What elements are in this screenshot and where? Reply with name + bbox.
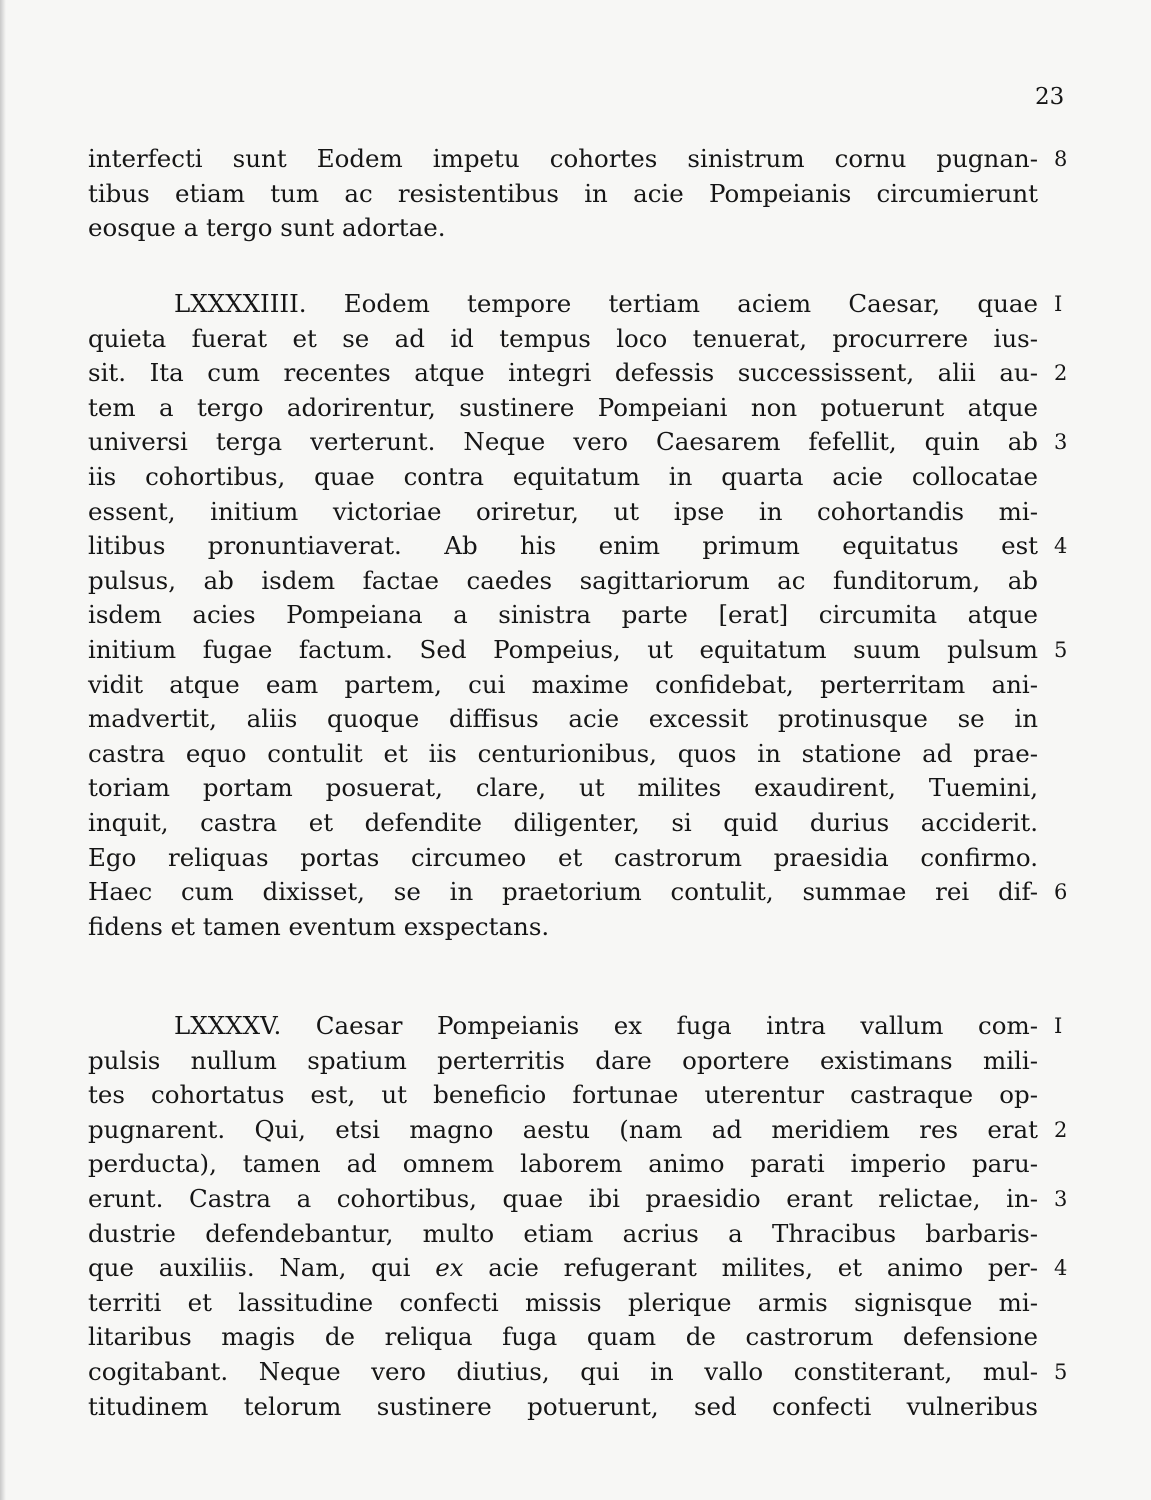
italic-word: ex xyxy=(435,1253,464,1283)
text-line: que auxiliis. Nam, qui ex acie refugerant milites, et animo per- 4 xyxy=(88,1251,1038,1286)
text-line: universi terga verterunt. Neque vero Caesarem fefellit, quin ab 3 xyxy=(88,425,1038,460)
text-line: initium fugae factum. Sed Pompeius, ut equitatum suum pulsum 5 xyxy=(88,633,1038,668)
text-line: sit. Ita cum recentes atque integri defessis successissent, alii au- 2 xyxy=(88,356,1038,391)
text-line: Ego reliquas portas circumeo et castrorum praesidia confirmo. xyxy=(88,842,1038,872)
text-line: madvertit, aliis quoque diffisus acie excessit protinusque se in xyxy=(88,704,1038,734)
text-line: erunt. Castra a cohortibus, quae ibi praesidio erant relictae, in- 3 xyxy=(88,1182,1038,1217)
text-line: toriam portam posuerat, clare, ut milites exaudirent, Tuemini, xyxy=(88,773,1038,803)
margin-number: 3 xyxy=(1054,1186,1068,1211)
chapter-heading-line: LXXXXIIII. Eodem tempore tertiam aciem Caesar, quae I xyxy=(88,287,1038,322)
text-line: castra equo contulit et iis centurionibus, quos in statione ad prae- xyxy=(88,738,1038,768)
page-number: 23 xyxy=(1035,84,1065,110)
text-line: tem a tergo adorirentur, sustinere Pompeiani non potuerunt atque xyxy=(88,392,1038,422)
text-line: inquit, castra et defendite diligenter, si quid durius acciderit. xyxy=(88,807,1038,837)
paragraph-2 xyxy=(88,287,1068,944)
paragraph-1 xyxy=(88,142,1068,246)
margin-number: 4 xyxy=(1054,1256,1068,1281)
margin-number: 2 xyxy=(1054,361,1068,386)
text-line: pulsus, ab isdem factae caedes sagittariorum ac funditorum, ab xyxy=(88,565,1038,595)
text-line: quieta fuerat et se ad id tempus loco tenuerat, procurrere ius- xyxy=(88,323,1038,353)
text-line: interfecti sunt Eodem impetu cohortes sinistrum cornu pugnan- 8 xyxy=(88,142,1038,177)
text-line: litibus pronuntiaverat. Ab his enim primum equitatus est 4 xyxy=(88,529,1038,564)
margin-number: 5 xyxy=(1054,1359,1068,1384)
text-line: territi et lassitudine confecti missis plerique armis signisque mi- xyxy=(88,1287,1038,1317)
text-line: pulsis nullum spatium perterritis dare oportere existimans mili- xyxy=(88,1045,1038,1075)
margin-number: I xyxy=(1054,292,1063,316)
margin-number: I xyxy=(1054,1014,1063,1038)
text-line: titudinem telorum sustinere potuerunt, sed confecti vulneribus xyxy=(88,1391,1038,1421)
text-line: eosque a tergo sunt adortae. xyxy=(88,213,446,243)
text-line: essent, initium victoriae oriretur, ut ipse in cohortandis mi- xyxy=(88,496,1038,526)
chapter-heading-line: LXXXXV. Caesar Pompeianis ex fuga intra vallum com- I xyxy=(88,1009,1038,1044)
margin-number: 2 xyxy=(1054,1117,1068,1142)
margin-number: 4 xyxy=(1054,534,1068,559)
paragraph-3 xyxy=(88,1009,1068,1424)
margin-number: 6 xyxy=(1054,880,1068,905)
margin-number: 5 xyxy=(1054,637,1068,662)
text-line: litaribus magis de reliqua fuga quam de castrorum defensione xyxy=(88,1322,1038,1352)
text-line: pugnarent. Qui, etsi magno aestu (nam ad meridiem res erat 2 xyxy=(88,1113,1038,1148)
page-edge-shadow xyxy=(0,0,6,1500)
text-line: isdem acies Pompeiana a sinistra parte [erat] circumita atque xyxy=(88,600,1038,630)
text-line: tes cohortatus est, ut beneficio fortunae uterentur castraque op- xyxy=(88,1080,1038,1110)
text-line: Haec cum dixisset, se in praetorium contulit, summae rei dif- 6 xyxy=(88,875,1038,910)
margin-number: 8 xyxy=(1054,147,1068,171)
text-line: iis cohortibus, quae contra equitatum in quarta acie collocatae xyxy=(88,461,1038,491)
text-line: cogitabant. Neque vero diutius, qui in vallo constiterant, mul- 5 xyxy=(88,1355,1038,1390)
margin-number: 3 xyxy=(1054,430,1068,455)
text-line: tibus etiam tum ac resistentibus in acie Pompeianis circumierunt xyxy=(88,178,1038,208)
text-line: dustrie defendebantur, multo etiam acrius a Thracibus barbaris- xyxy=(88,1218,1038,1248)
text-line: fidens et tamen eventum exspectans. xyxy=(88,911,550,941)
text-line: vidit atque eam partem, cui maxime confidebat, perterritam ani- xyxy=(88,669,1038,699)
text-line: perducta), tamen ad omnem laborem animo parati imperio paru- xyxy=(88,1149,1038,1179)
